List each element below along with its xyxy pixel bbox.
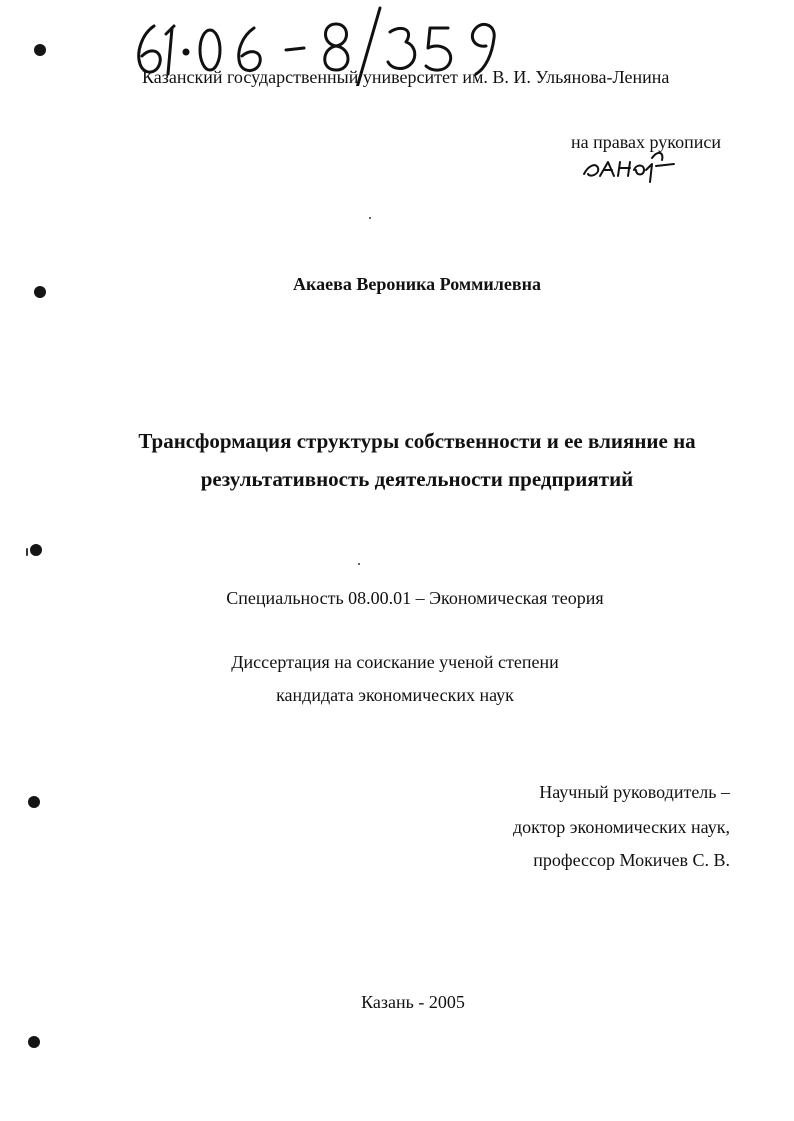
scan-speck xyxy=(369,217,371,219)
supervisor-degree: доктор экономических наук, xyxy=(513,817,730,837)
supervisor-name: профессор Мокичев С. В. xyxy=(533,850,730,870)
specialty-line: Специальность 08.00.01 – Экономическая теория xyxy=(226,588,604,608)
punch-hole-mark xyxy=(30,544,42,556)
scan-speck xyxy=(358,563,360,565)
degree-line-1: Диссертация на соискание ученой степени xyxy=(231,652,559,672)
punch-hole-mark xyxy=(34,286,46,298)
dissertation-title-line-1: Трансформация структуры собственности и ее влияние на xyxy=(138,429,696,453)
dissertation-title-line-2: результативность деятельности предприятий xyxy=(200,467,634,491)
degree-line-2: кандидата экономических наук xyxy=(276,685,514,705)
university-name: Казанский государственный университет им. В. И. Ульянова-Ленина xyxy=(142,67,670,87)
handwritten-signature xyxy=(578,140,678,188)
city-and-year: Казань - 2005 xyxy=(361,992,465,1012)
punch-hole-mark xyxy=(34,44,46,56)
supervisor-heading: Научный руководитель – xyxy=(539,782,730,802)
punch-hole-mark xyxy=(28,796,40,808)
author-name: Акаева Вероника Роммилевна xyxy=(293,274,541,294)
scan-speck xyxy=(26,548,28,556)
manuscript-rights-note: на правах рукописи xyxy=(571,132,721,152)
punch-hole-mark xyxy=(28,1036,40,1048)
